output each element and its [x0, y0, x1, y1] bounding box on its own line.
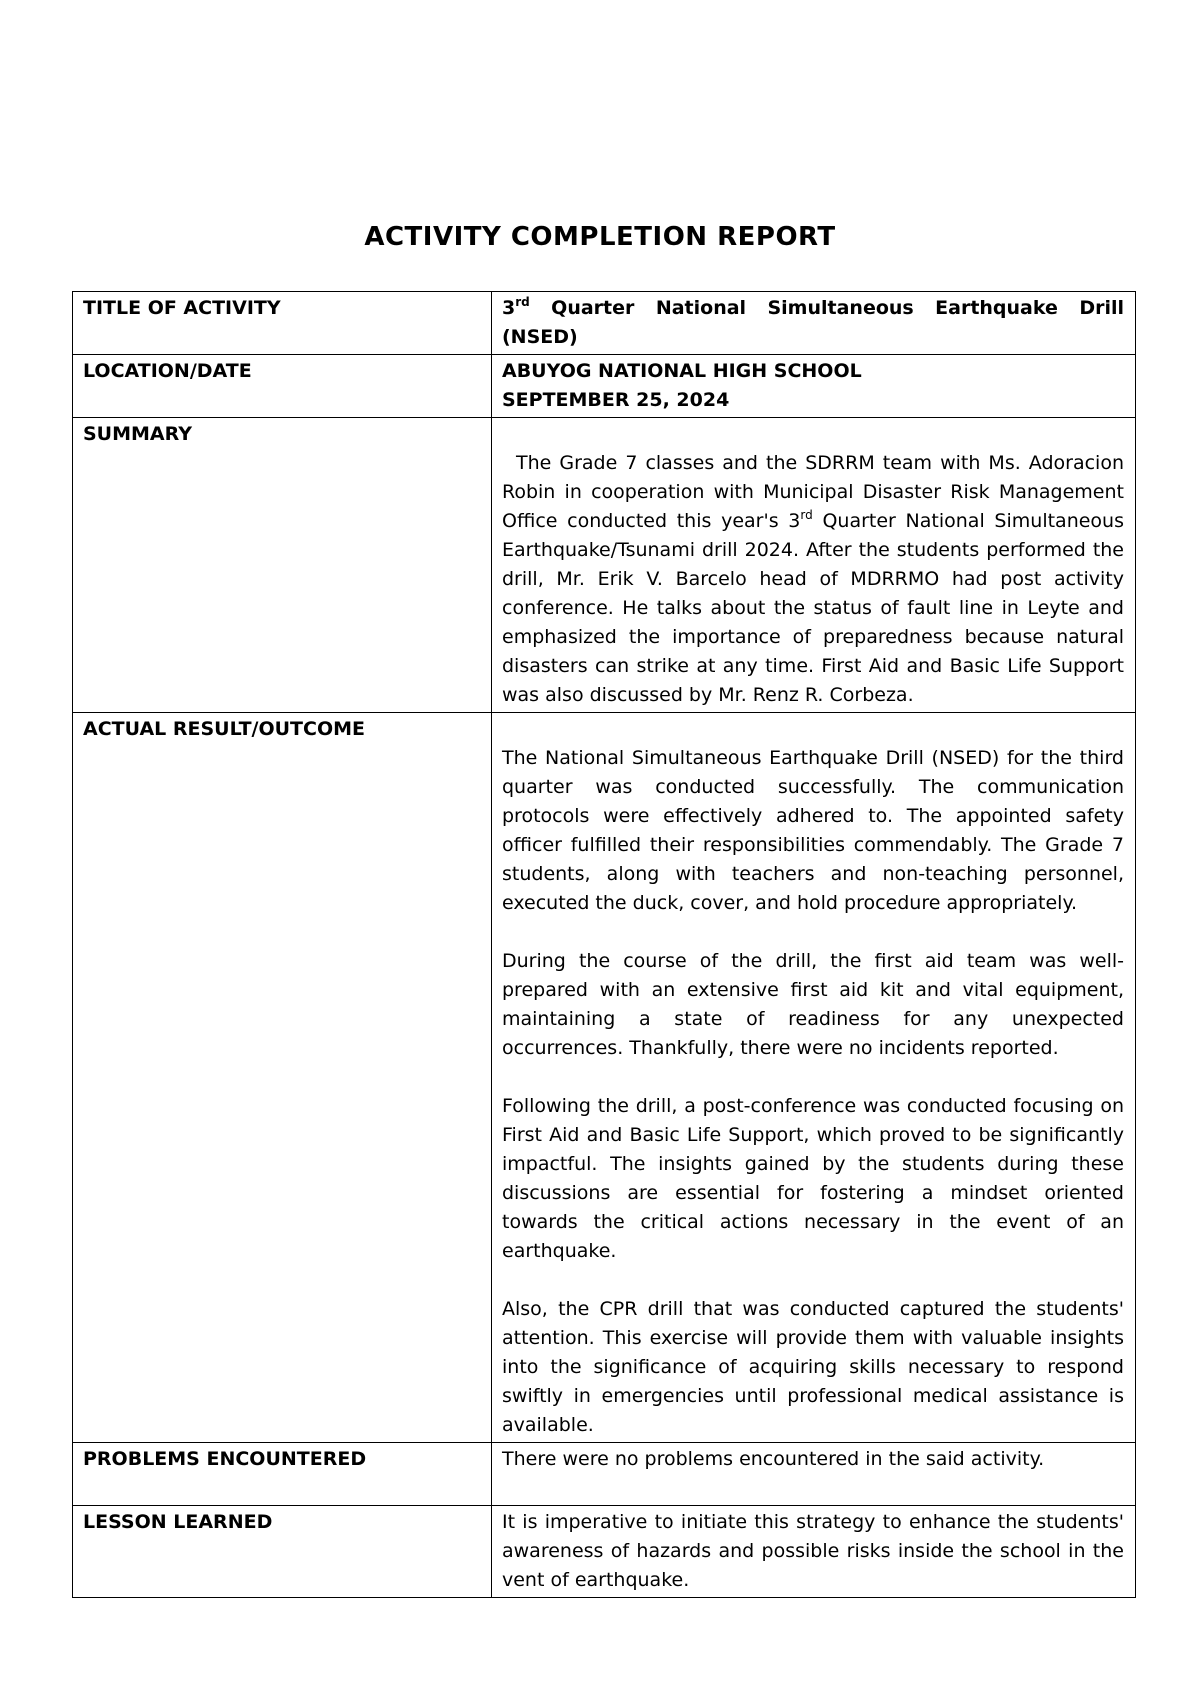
problems-label: PROBLEMS ENCOUNTERED	[73, 1443, 492, 1506]
summary-paragraph	[502, 449, 1124, 710]
result-paragraph-4: Also, the CPR drill that was conducted captured the students' attention. This exercise will provide them with valuable insights into the significance of acquiring skills necessary to respond swiftly in emergencies until professional medical assistance is available.	[502, 1298, 1124, 1436]
result-paragraph-1: The National Simultaneous Earthquake Drill (NSED) for the third quarter was conducted successfully. The communication protocols were effectively adhered to. The appointed safety officer fulfilled their responsibilities commendably. The Grade 7 students, along with teachers and non-teaching personnel, executed the duck, cover, and hold procedure appropriately.	[502, 747, 1124, 914]
row-title-of-activity	[73, 292, 1136, 355]
summary-value	[492, 418, 1136, 713]
actual-result-label: ACTUAL RESULT/OUTCOME	[73, 713, 492, 1443]
summary-label: SUMMARY	[73, 418, 492, 713]
lesson-label: LESSON LEARNED	[73, 1506, 492, 1598]
location-date-value	[492, 355, 1136, 418]
report-title: ACTIVITY COMPLETION REPORT	[364, 222, 836, 252]
title-ordinal: 3	[502, 297, 516, 319]
report-table	[72, 291, 1136, 1598]
result-paragraph-3: Following the drill, a post-conference was conducted focusing on First Aid and Basic Life Support, which proved to be significantly impactful. The insights gained by the students during these discussions are essential for fostering a mindset oriented towards the critical actions necessary in the event of an earthquake.	[502, 1095, 1124, 1262]
row-location-date	[73, 355, 1136, 418]
date-text: SEPTEMBER 25, 2024	[502, 389, 730, 411]
title-rest: Quarter National Simultaneous Earthquake Drill (NSED)	[502, 297, 1124, 348]
row-actual-result	[73, 713, 1136, 1443]
location-date-label: LOCATION/DATE	[73, 355, 492, 418]
summary-text-1: The Grade 7 classes and the SDRRM team with Ms. Adoracion Robin in cooperation with Municipal Disaster Risk Management Office conducted this year's 3	[502, 452, 1124, 532]
problems-text: There were no problems encountered in the said activity.	[502, 1448, 1045, 1470]
result-paragraph-2: During the course of the drill, the first aid team was well-prepared with an extensive first aid kit and vital equipment, maintaining a state of readiness for any unexpected occurrences. Thankfully, there were no incidents reported.	[502, 950, 1124, 1059]
summary-superscript: rd	[800, 507, 813, 522]
problems-value	[492, 1443, 1136, 1506]
title-of-activity-value	[492, 292, 1136, 355]
summary-text-2: Quarter National Simultaneous Earthquake/Tsunami drill 2024. After the students performed the drill, Mr. Erik V. Barcelo head of MDRRMO had post activity conference. He talks about the status of fault line in Leyte and emphasized the importance of preparedness because natural disasters can strike at any time. First Aid and Basic Life Support was also discussed by Mr. Renz R. Corbeza.	[502, 510, 1124, 706]
location-text: ABUYOG NATIONAL HIGH SCHOOL	[502, 360, 862, 382]
lesson-value: It is imperative to initiate this strategy to enhance the students' awareness of hazards and possible risks inside the school in the vent of earthquake.	[492, 1506, 1136, 1598]
row-summary	[73, 418, 1136, 713]
title-superscript: rd	[515, 294, 530, 309]
row-lesson-learned	[73, 1506, 1136, 1598]
actual-result-value	[492, 713, 1136, 1443]
row-problems-encountered	[73, 1443, 1136, 1506]
title-of-activity-label: TITLE OF ACTIVITY	[73, 292, 492, 355]
